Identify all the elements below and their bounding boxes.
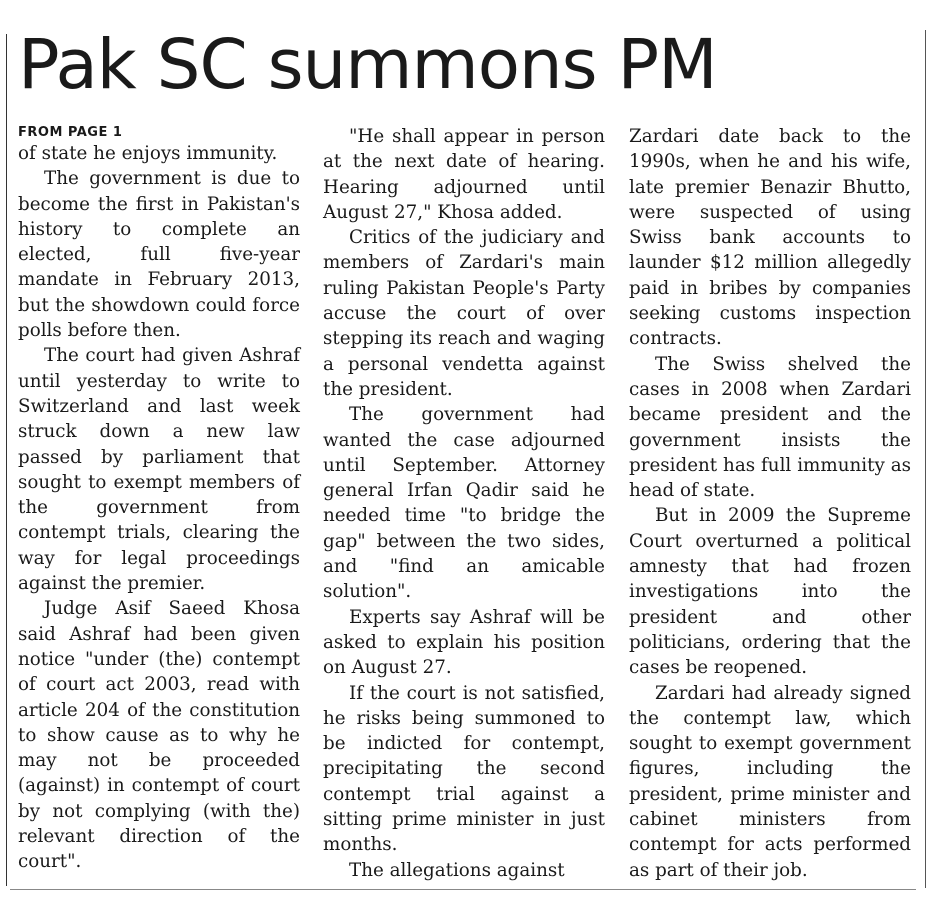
bottom-rule (10, 889, 916, 890)
paragraph: The allegations against (349, 859, 565, 881)
paragraph: Critics of the judiciary and members of Zardari's main ruling Pakistan People's Party accuse the court of over stepping its reach and waging a personal vendetta against the president. (323, 227, 605, 400)
article-column-3 (629, 124, 911, 883)
paragraph: But in 2009 the Supreme Court overturned a political amnesty that had frozen investigations into the president and other politicians, ordering that the cases be reopened. (629, 505, 911, 679)
paragraph: If the court is not satisfied, he risks being summoned to be indicted for contempt, precipitating the second contempt trial against a sitting prime minister in just months. (323, 682, 605, 856)
left-column-rule (6, 34, 7, 886)
article-column-1 (18, 124, 300, 875)
paragraph: Zardari had already signed the contempt law, which sought to exempt government figures, including the president, prime minister and cabinet ministers from contempt for acts performed as part of their job. (629, 682, 911, 881)
paragraph: The government is due to become the first in Pakistan's history to complete an elected, full five-year mandate in February 2013, but the showdown could force polls before then. (18, 168, 300, 342)
paragraph: The Swiss shelved the cases in 2008 when Zardari became president and the government insists the president has full immunity as head of state. (629, 353, 911, 502)
headline: Pak SC summons PM (18, 25, 717, 105)
paragraph: Zardari date back to the 1990s, when he and his wife, late premier Benazir Bhutto, were suspected of using Swiss bank accounts to launder $12 million allegedly paid in bribes by companies seeking customs inspection contracts. (629, 126, 911, 350)
paragraph: The court had given Ashraf until yesterday to write to Switzerland and last week struck down a new law passed by parliament that sought to exempt members of the government from contempt trials, clearing the way for legal proceedings against the premier. (18, 345, 300, 595)
paragraph: of state he enjoys immunity. (18, 143, 278, 164)
paragraph: The government had wanted the case adjourned until September. Attorney general Irfan Qadir said he needed time "to bridge the gap" between the two sides, and "find an amicable solution". (323, 404, 605, 603)
paragraph: Experts say Ashraf will be asked to explain his position on August 27. (323, 606, 605, 679)
paragraph: "He shall appear in person at the next date of hearing. Hearing adjourned until August 27," Khosa added. (323, 126, 605, 223)
article-column-2 (323, 124, 605, 883)
right-column-rule (925, 30, 926, 888)
kicker: FROM PAGE 1 (18, 125, 123, 140)
paragraph: Judge Asif Saeed Khosa said Ashraf had been given notice "under (the) contempt of court act 2003, read with article 204 of the constitution to show cause as to why he may not be proceeded (against) in contempt of court by not complying (with the) relevant direction of the court". (18, 598, 300, 873)
